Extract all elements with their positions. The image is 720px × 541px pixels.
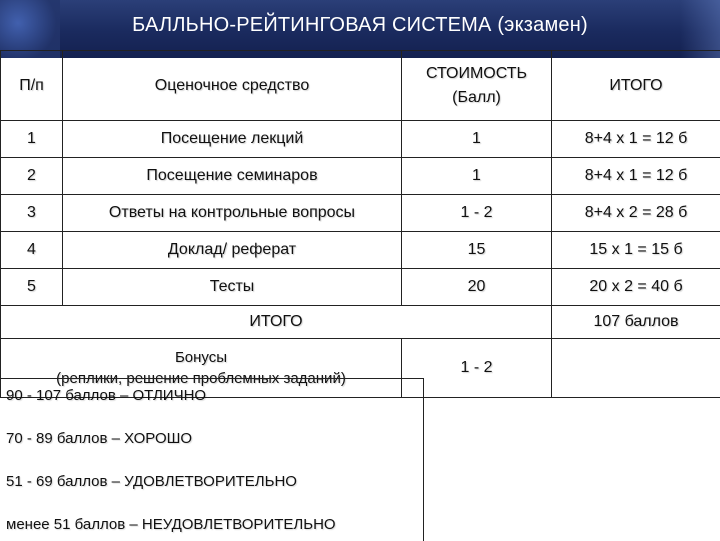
row-cost: 1 - 2 [402, 195, 552, 232]
row-total: 15 х 1 = 15 б [552, 232, 720, 269]
row-cost: 15 [402, 232, 552, 269]
bonus-subtitle: (реплики, решение проблемных заданий) [5, 368, 397, 389]
table-row [1, 232, 720, 269]
table-header-row [1, 51, 720, 121]
row-cost: 20 [402, 269, 552, 306]
row-num: 1 [1, 121, 63, 158]
grading-table [0, 50, 720, 398]
row-tool: Ответы на контрольные вопросы [63, 195, 402, 232]
row-total: 8+4 х 1 = 12 б [552, 121, 720, 158]
grade-scale [0, 378, 424, 541]
grade-good: 70 - 89 баллов – ХОРОШО [6, 430, 192, 447]
summary-label: ИТОГО [1, 306, 552, 339]
table-row [1, 158, 720, 195]
grade-excellent: 90 - 107 баллов – ОТЛИЧНО [6, 387, 206, 404]
bonus-title: Бонусы [5, 347, 397, 368]
row-cost: 1 [402, 158, 552, 195]
header-num: П/п [1, 51, 63, 121]
table-row [1, 121, 720, 158]
header-cost [402, 51, 552, 121]
grade-satisfactory: 51 - 69 баллов – УДОВЛЕТВОРИТЕЛЬНО [6, 473, 297, 490]
row-num: 3 [1, 195, 63, 232]
summary-row [1, 306, 720, 339]
header-cost-line2: (Балл) [406, 89, 547, 107]
row-cost: 1 [402, 121, 552, 158]
bonus-cost: 1 - 2 [402, 339, 552, 398]
header-cost-line1: СТОИМОСТЬ [406, 65, 547, 83]
row-total: 8+4 х 1 = 12 б [552, 158, 720, 195]
row-num: 2 [1, 158, 63, 195]
row-tool: Доклад/ реферат [63, 232, 402, 269]
row-num: 5 [1, 269, 63, 306]
row-total: 20 х 2 = 40 б [552, 269, 720, 306]
row-tool: Тесты [63, 269, 402, 306]
row-total: 8+4 х 2 = 28 б [552, 195, 720, 232]
row-tool: Посещение лекций [63, 121, 402, 158]
grade-unsatisfactory: менее 51 баллов – НЕУДОВЛЕТВОРИТЕЛЬНО [6, 516, 336, 533]
bonus-total [552, 339, 720, 398]
summary-value: 107 баллов [552, 306, 720, 339]
header-total: ИТОГО [552, 51, 720, 121]
page-title: БАЛЛЬНО-РЕЙТИНГОВАЯ СИСТЕМА (экзамен) [0, 14, 720, 37]
row-tool: Посещение семинаров [63, 158, 402, 195]
table-row [1, 195, 720, 232]
header-tool: Оценочное средство [63, 51, 402, 121]
table-row [1, 269, 720, 306]
row-num: 4 [1, 232, 63, 269]
